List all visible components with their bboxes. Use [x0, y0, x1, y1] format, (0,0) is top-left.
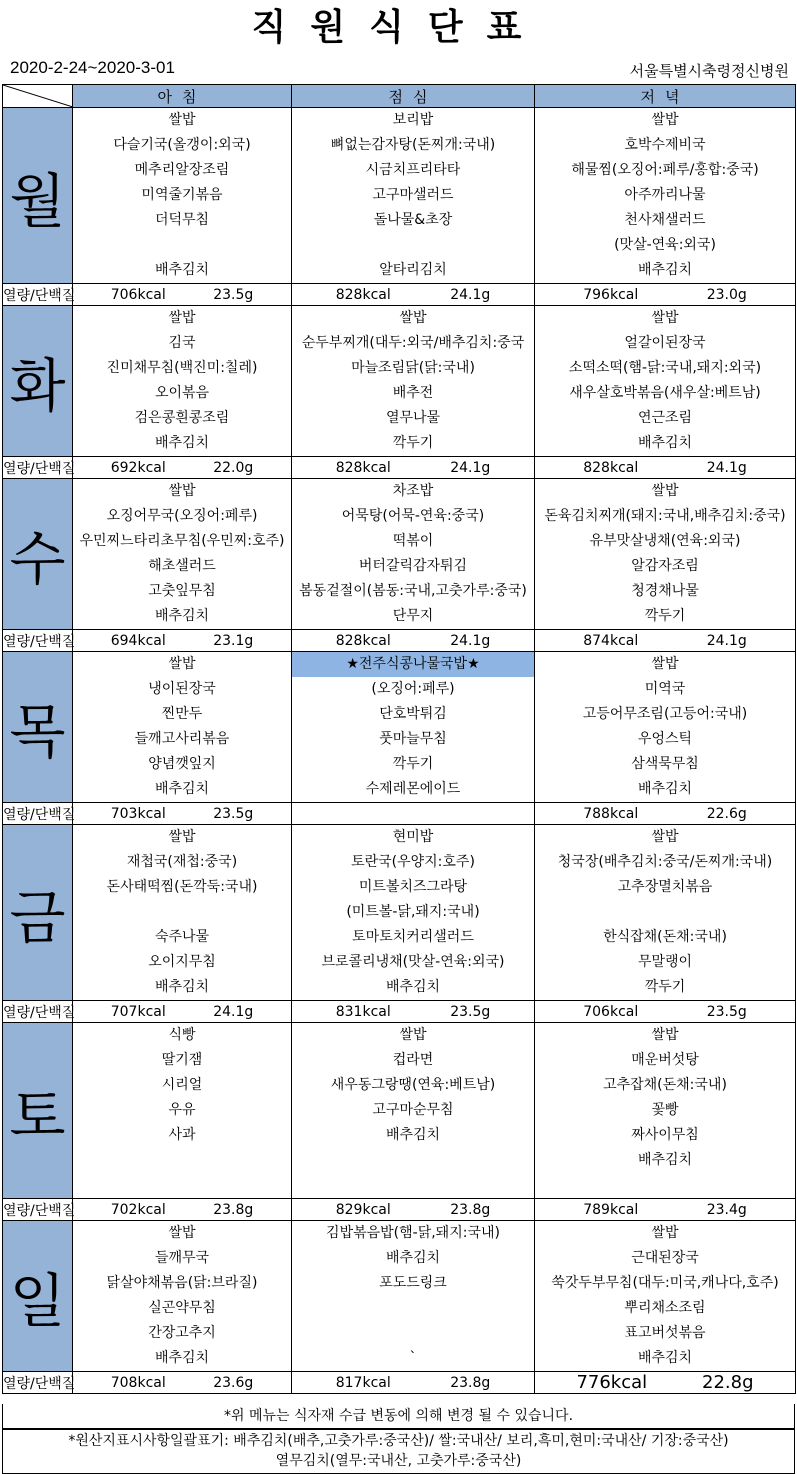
meal-cell-lunch	[292, 479, 535, 630]
kcal-value: 874kcal	[583, 632, 639, 649]
menu-item	[292, 1173, 534, 1198]
menu-item: 오이볶음	[154, 385, 210, 401]
menu-item	[73, 1148, 291, 1173]
protein-value: 23.5g	[213, 286, 254, 303]
nutrition-cell	[292, 1372, 535, 1394]
menu-item	[292, 1321, 534, 1346]
menu-item: 봄동겉절이(봄동:국내,고춧가루:중국)	[299, 583, 527, 599]
menu-item: 해초샐러드	[148, 558, 216, 574]
nutrition-label: 열량/단백질	[3, 284, 73, 306]
menu-item: 쌀밥	[651, 656, 679, 672]
meal-cell-dinner	[535, 1023, 796, 1199]
page-title: 직원식단표	[251, 6, 546, 48]
menu-item: 쌀밥	[651, 483, 679, 499]
menu-item: 토마토치커리샐러드	[352, 929, 474, 945]
menu-item: 보리밥	[392, 112, 434, 128]
protein-value: 24.1g	[706, 632, 747, 649]
nutrition-cell	[73, 1372, 292, 1394]
nutrition-cell	[73, 1001, 292, 1023]
menu-item: 김국	[168, 335, 196, 351]
menu-item: 배추김치	[154, 262, 210, 278]
nutrition-label: 열량/단백질	[3, 1372, 73, 1394]
menu-item	[73, 1173, 291, 1198]
menu-item	[292, 1296, 534, 1321]
menu-item: 배추김치	[154, 435, 210, 451]
kcal-value: 828kcal	[583, 459, 639, 476]
meal-cell-lunch	[292, 1221, 535, 1372]
notice: *위 메뉴는 식자재 수급 변동에 의해 변경 될 수 있습니다.	[2, 1404, 795, 1429]
menu-item: 배추김치	[154, 781, 210, 797]
protein-value: 22.8g	[702, 1372, 754, 1393]
menu-item: 새우살호박볶음(새우살:베트남)	[569, 385, 761, 401]
protein-value: 23.6g	[213, 1374, 254, 1391]
menu-item: 호박수제비국	[624, 137, 706, 153]
kcal-value: 788kcal	[583, 805, 639, 822]
nutrition-label: 열량/단백질	[3, 1001, 73, 1023]
menu-item: (맛살-연육:외국)	[614, 237, 716, 253]
meal-cell-breakfast	[73, 479, 292, 630]
nutrition-cell	[535, 457, 796, 479]
menu-item: 뼈없는감자탕(돈찌개:국내)	[330, 137, 496, 153]
menu-item: 사과	[168, 1127, 196, 1143]
kcal-value: 828kcal	[335, 286, 391, 303]
header-dinner: 저녁	[535, 85, 796, 108]
menu-item	[73, 900, 291, 925]
protein-value: 23.5g	[706, 1003, 747, 1020]
protein-value: 24.1g	[450, 459, 491, 476]
menu-item: 근대된장국	[631, 1250, 699, 1266]
kcal-value: 776kcal	[576, 1372, 648, 1393]
menu-item: 다슬기국(올갱이:외국)	[113, 137, 251, 153]
protein-value: 23.8g	[450, 1374, 491, 1391]
menu-item: 브로콜리냉채(맛살-연육:외국)	[321, 954, 505, 970]
kcal-value: 789kcal	[583, 1201, 639, 1218]
menu-item: 배추전	[392, 385, 434, 401]
menu-item: 떡볶이	[392, 533, 434, 549]
kcal-value: 829kcal	[335, 1201, 391, 1218]
menu-item: 삼색묵무침	[631, 756, 699, 772]
menu-item: 식빵	[168, 1027, 196, 1043]
menu-item: 고추잡채(돈채:국내)	[603, 1077, 727, 1093]
header-breakfast: 아침	[73, 85, 292, 108]
menu-item: 해물찜(오징어:페루/홍합:중국)	[571, 162, 759, 178]
menu-item: 배추김치	[637, 435, 693, 451]
origin-line-2: 열무김치(열무:국내산, 고춧가루:중국산)	[275, 1453, 522, 1469]
nutrition-cell	[535, 1372, 796, 1394]
nutrition-cell	[292, 630, 535, 652]
nutrition-cell	[535, 284, 796, 306]
menu-item: 짜사이무침	[631, 1127, 699, 1143]
menu-item: 수제레몬에이드	[365, 781, 461, 797]
menu-item: 미역줄기볶음	[141, 187, 223, 203]
menu-body	[3, 108, 796, 1394]
nutrition-cell	[535, 1199, 796, 1221]
menu-item: 쌀밥	[168, 1225, 196, 1241]
menu-item: 새우동그랑땡(연육:베트남)	[330, 1077, 496, 1093]
menu-item	[535, 1173, 795, 1198]
menu-item: 쌀밥	[399, 310, 427, 326]
day-row	[3, 1023, 796, 1199]
menu-item: 배추김치	[637, 1350, 693, 1366]
menu-item: 돈육김치찌개(돼지:국내,배추김치:중국)	[544, 508, 786, 524]
protein-value: 23.4g	[706, 1201, 747, 1218]
day-row	[3, 825, 796, 1001]
menu-item: 알감자조림	[631, 558, 699, 574]
menu-item: 배추김치	[385, 1127, 441, 1143]
menu-item: 우유	[168, 1102, 196, 1118]
day-row	[3, 652, 796, 803]
menu-item: 양념깻잎지	[148, 756, 216, 772]
menu-item: 배추김치	[637, 781, 693, 797]
day-label: 화	[3, 306, 73, 457]
menu-item: 돈사태떡찜(돈깍둑:국내)	[106, 879, 258, 895]
nutrition-cell	[73, 457, 292, 479]
protein-value: 23.5g	[450, 1003, 491, 1020]
nutrition-label: 열량/단백질	[3, 630, 73, 652]
menu-item: 배추김치	[154, 979, 210, 995]
menu-item: 김밥볶음밥(햄-닭,돼지:국내)	[326, 1225, 500, 1241]
nutrition-row	[3, 457, 796, 479]
menu-item: (미트볼-닭,돼지:국내)	[346, 904, 480, 920]
menu-item: 미역국	[644, 681, 686, 697]
hospital-name: 서울특별시축령정신병원	[629, 62, 789, 80]
day-label: 일	[3, 1221, 73, 1372]
menu-item: 들깨고사리볶음	[134, 731, 230, 747]
menu-item: 돌나물&초장	[373, 212, 453, 228]
menu-item: 배추김치	[637, 262, 693, 278]
menu-item: 닭살야채볶음(닭:브라질)	[106, 1275, 258, 1291]
kcal-value: 703kcal	[110, 805, 166, 822]
day-row	[3, 1221, 796, 1372]
menu-item: 고춧잎무침	[148, 583, 216, 599]
origin-info	[2, 1429, 795, 1474]
menu-item: 표고버섯볶음	[624, 1325, 706, 1341]
meal-cell-breakfast	[73, 1221, 292, 1372]
meal-cell-lunch	[292, 108, 535, 284]
menu-item: 버터갈릭감자튀김	[358, 558, 468, 574]
menu-item: 토란국(우양지:호주)	[351, 854, 475, 870]
meal-cell-breakfast	[73, 652, 292, 803]
menu-item: 오징어무국(오징어:페루)	[106, 508, 258, 524]
menu-item: ★전주식콩나물국밥★	[292, 652, 534, 677]
meal-cell-breakfast	[73, 306, 292, 457]
menu-item: 마늘조림닭(닭:국내)	[351, 360, 475, 376]
menu-item: `	[409, 1350, 417, 1366]
menu-item: 꽃빵	[651, 1102, 679, 1118]
nutrition-row	[3, 803, 796, 825]
menu-item: 고등어무조림(고등어:국내)	[582, 706, 748, 722]
meal-cell-dinner	[535, 479, 796, 630]
menu-item: 쑥갓두부무침(대두:미국,캐나다,호주)	[551, 1275, 779, 1291]
menu-item: 쌀밥	[168, 112, 196, 128]
menu-item: 청국장(배추김치:중국/돈찌개:국내)	[557, 854, 773, 870]
protein-value: 24.1g	[706, 459, 747, 476]
menu-item: 쌀밥	[651, 310, 679, 326]
menu-item: 포도드링크	[379, 1275, 447, 1291]
menu-item: 깍두기	[392, 435, 434, 451]
menu-item: 더덕무침	[154, 212, 210, 228]
menu-item	[535, 900, 795, 925]
meal-cell-dinner	[535, 825, 796, 1001]
meal-cell-lunch	[292, 1023, 535, 1199]
nutrition-label: 열량/단백질	[3, 803, 73, 825]
menu-item: 쌀밥	[651, 829, 679, 845]
menu-item: 딸기잼	[161, 1052, 203, 1068]
protein-value: 22.6g	[706, 805, 747, 822]
date-range: 2020-2-24~2020-3-01	[10, 58, 175, 77]
menu-item: 배추김치	[637, 1152, 693, 1168]
meal-cell-breakfast	[73, 1023, 292, 1199]
nutrition-cell	[292, 457, 535, 479]
nutrition-row	[3, 1372, 796, 1394]
menu-item: 간장고추지	[148, 1325, 216, 1341]
day-label: 토	[3, 1023, 73, 1199]
nutrition-cell	[535, 1001, 796, 1023]
menu-item: 깍두기	[392, 756, 434, 772]
menu-item: 연근조림	[637, 410, 693, 426]
meal-cell-dinner	[535, 306, 796, 457]
menu-item: 깍두기	[644, 608, 686, 624]
kcal-value: 706kcal	[583, 1003, 639, 1020]
menu-item: 들깨무국	[154, 1250, 210, 1266]
menu-item: (오징어:페루)	[371, 681, 455, 697]
menu-item: 메추리알장조림	[134, 162, 230, 178]
kcal-value: 706kcal	[110, 286, 166, 303]
menu-item: 어묵탕(어묵-연육:중국)	[341, 508, 485, 524]
menu-item: 깍두기	[644, 979, 686, 995]
nutrition-row	[3, 630, 796, 652]
menu-item: 무말랭이	[637, 954, 693, 970]
nutrition-cell	[292, 803, 535, 825]
kcal-value: 692kcal	[110, 459, 166, 476]
menu-item: 냉이된장국	[148, 681, 216, 697]
menu-item: 소떡소떡(햄-닭:국내,돼지:외국)	[568, 360, 762, 376]
menu-item: 시리얼	[161, 1077, 203, 1093]
protein-value: 23.0g	[706, 286, 747, 303]
menu-item: 실곤약무침	[148, 1300, 216, 1316]
kcal-value: 707kcal	[110, 1003, 166, 1020]
menu-item: 시금치프리타타	[365, 162, 461, 178]
nutrition-label: 열량/단백질	[3, 457, 73, 479]
menu-item: 매운버섯탕	[631, 1052, 699, 1068]
menu-item: 고구마순무침	[372, 1102, 454, 1118]
origin-line-1: *원산지표시사항일괄표기: 배추김치(배추,고춧가루:중국산)/ 쌀:국내산/ 보리,흑미,현미:국내산/ 기장:중국산)	[68, 1433, 729, 1449]
kcal-value: 828kcal	[335, 459, 391, 476]
menu-item	[73, 233, 291, 258]
protein-value: 23.8g	[450, 1201, 491, 1218]
nutrition-cell	[535, 803, 796, 825]
protein-value: 23.8g	[213, 1201, 254, 1218]
protein-value: 24.1g	[450, 632, 491, 649]
menu-item: 쌀밥	[168, 656, 196, 672]
protein-value: 22.0g	[213, 459, 254, 476]
nutrition-cell	[292, 284, 535, 306]
kcal-value: 817kcal	[335, 1374, 391, 1391]
menu-item: 고추장멸치볶음	[617, 879, 713, 895]
menu-item: 우민찌느타리초무침(우민찌:호주)	[79, 533, 285, 549]
menu-item: 배추김치	[385, 1250, 441, 1266]
menu-item: 재첩국(재첩:중국)	[126, 854, 238, 870]
nutrition-cell	[73, 803, 292, 825]
menu-item: 청경채나물	[631, 583, 699, 599]
menu-item: 순두부찌개(대두:외국/배추김치:중국	[301, 335, 525, 351]
menu-item: 열무나물	[385, 410, 441, 426]
menu-item: 쌀밥	[651, 1225, 679, 1241]
menu-item: 풋마늘무침	[379, 731, 447, 747]
day-row	[3, 479, 796, 630]
menu-item: 쌀밥	[399, 1027, 427, 1043]
kcal-value: 702kcal	[110, 1201, 166, 1218]
menu-item: 얼갈이된장국	[624, 335, 706, 351]
nutrition-label: 열량/단백질	[3, 1199, 73, 1221]
menu-item: 뿌리채소조림	[624, 1300, 706, 1316]
kcal-value: 796kcal	[583, 286, 639, 303]
day-row	[3, 306, 796, 457]
day-label: 월	[3, 108, 73, 284]
meal-cell-dinner	[535, 1221, 796, 1372]
nutrition-row	[3, 1001, 796, 1023]
meal-cell-breakfast	[73, 825, 292, 1001]
menu-item: 오이지무침	[148, 954, 216, 970]
menu-item: 우엉스틱	[637, 731, 693, 747]
meal-cell-dinner	[535, 652, 796, 803]
nutrition-cell	[73, 630, 292, 652]
meal-cell-lunch	[292, 652, 535, 803]
menu-item: 유부맛살냉채(연육:외국)	[589, 533, 741, 549]
day-row	[3, 108, 796, 284]
menu-item: 차조밥	[392, 483, 434, 499]
nutrition-cell	[73, 1199, 292, 1221]
corner-cell	[3, 85, 73, 108]
kcal-value: 708kcal	[110, 1374, 166, 1391]
protein-value: 24.1g	[450, 286, 491, 303]
menu-item: 배추김치	[154, 608, 210, 624]
kcal-value: 831kcal	[335, 1003, 391, 1020]
day-label: 수	[3, 479, 73, 630]
nutrition-cell	[535, 630, 796, 652]
menu-item: 쌀밥	[168, 310, 196, 326]
menu-item: 진미채무침(백진미:칠레)	[106, 360, 258, 376]
protein-value: 23.5g	[213, 805, 254, 822]
menu-item: 고구마샐러드	[372, 187, 454, 203]
menu-item: 천사채샐러드	[624, 212, 706, 228]
meal-cell-lunch	[292, 825, 535, 1001]
nutrition-row	[3, 1199, 796, 1221]
diagonal-line	[3, 85, 73, 107]
protein-value: 24.1g	[213, 1003, 254, 1020]
menu-item: 한식잡채(돈채:국내)	[603, 929, 727, 945]
menu-item: 컵라면	[392, 1052, 434, 1068]
nutrition-cell	[292, 1199, 535, 1221]
nutrition-row	[3, 284, 796, 306]
menu-item: 배추김치	[385, 979, 441, 995]
menu-item	[292, 1148, 534, 1173]
menu-item: 찐만두	[161, 706, 203, 722]
menu-item: 쌀밥	[651, 1027, 679, 1043]
menu-item: 아주까리나물	[624, 187, 706, 203]
menu-item: 단호박튀김	[379, 706, 447, 722]
meal-cell-breakfast	[73, 108, 292, 284]
meal-cell-lunch	[292, 306, 535, 457]
day-label: 목	[3, 652, 73, 803]
day-label: 금	[3, 825, 73, 1001]
menu-item: 쌀밥	[168, 483, 196, 499]
menu-item	[292, 233, 534, 258]
kcal-value: 694kcal	[110, 632, 166, 649]
menu-item: 미트볼치즈그라탕	[358, 879, 468, 895]
menu-item: 검은콩흰콩조림	[134, 410, 230, 426]
menu-item: 배추김치	[154, 1350, 210, 1366]
menu-item: 쌀밥	[651, 112, 679, 128]
menu-item: 쌀밥	[168, 829, 196, 845]
protein-value: 23.1g	[213, 632, 254, 649]
menu-table	[2, 84, 796, 1394]
header-lunch: 점심	[292, 85, 535, 108]
nutrition-cell	[292, 1001, 535, 1023]
meal-cell-dinner	[535, 108, 796, 284]
menu-item: 알타리김치	[379, 262, 447, 278]
nutrition-cell	[73, 284, 292, 306]
menu-item: 단무지	[392, 608, 434, 624]
menu-item: 숙주나물	[154, 929, 210, 945]
kcal-value: 828kcal	[335, 632, 391, 649]
menu-item: 현미밥	[392, 829, 434, 845]
